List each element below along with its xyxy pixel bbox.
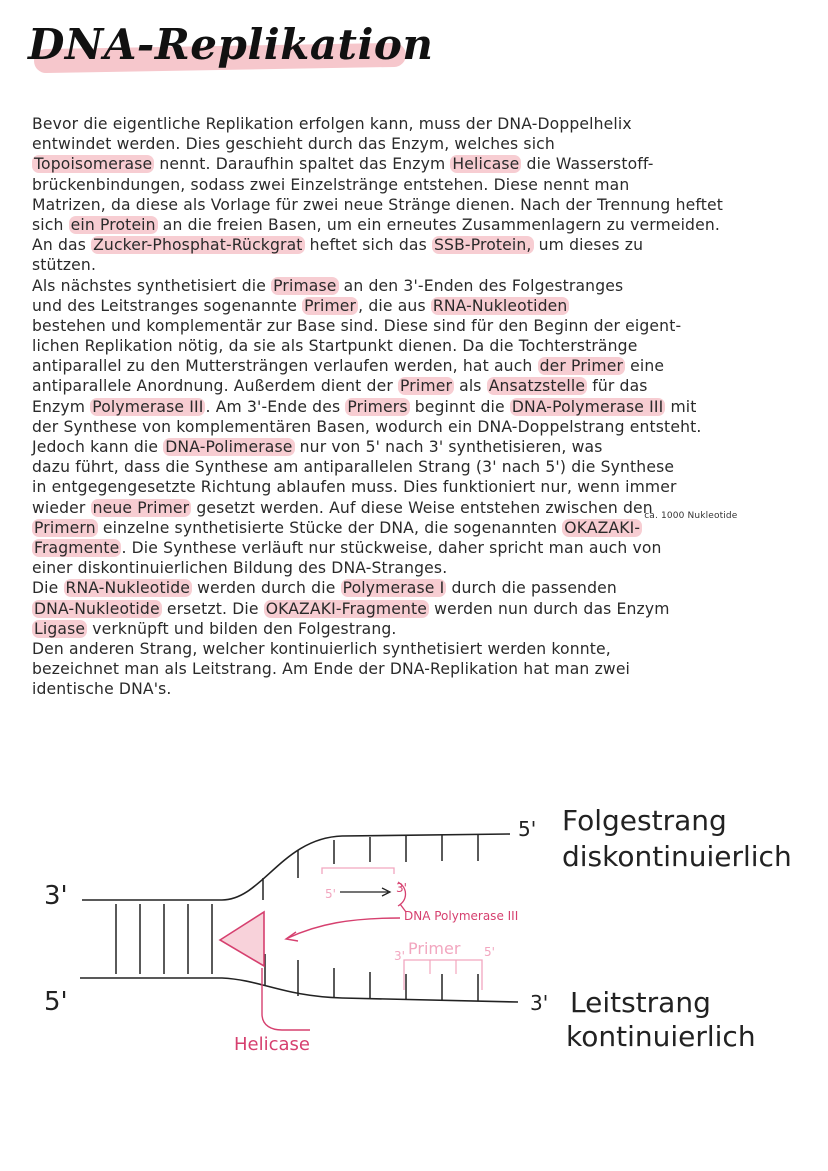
text-line (32, 639, 812, 659)
highlighted-term: Primase (273, 276, 337, 295)
left-top-3-label: 3' (44, 881, 68, 911)
text-segment: und des Leitstranges sogenannte (32, 296, 303, 315)
text-segment: ersetzt. Die (161, 599, 264, 618)
text-segment: antiparallel zu den Muttersträngen verlaufen werden, hat auch (32, 357, 538, 376)
text-segment: um dieses zu (533, 236, 644, 255)
text-segment: identische DNA's. (32, 680, 172, 699)
text-line (32, 175, 812, 195)
highlighted-term: Primers (347, 397, 408, 416)
top-right-5-label: 5' (518, 817, 537, 841)
okazaki-3-label: 3' (396, 881, 407, 895)
text-segment: Als nächstes synthetisiert die (32, 276, 272, 295)
text-line (32, 195, 812, 215)
text-segment: Den anderen Strang, welcher kontinuierlich synthetisiert werden konnte, (32, 639, 611, 658)
text-line (32, 255, 812, 275)
highlighted-term: Polymerase III (92, 397, 204, 416)
text-line (32, 235, 812, 255)
text-segment: als (454, 377, 487, 396)
text-line (32, 437, 812, 457)
highlighted-term: OKAZAKI-Fragmente (265, 599, 428, 618)
highlighted-term: Fragmente (34, 538, 120, 557)
text-segment: sich (32, 215, 69, 234)
text-segment: einer diskontinuierlichen Bildung des DNA-Stranges. (32, 559, 448, 578)
text-line (32, 619, 812, 639)
highlighted-term: Zucker-Phosphat-Rückgrat (93, 236, 303, 255)
helicase-label: Helicase (234, 1034, 310, 1055)
title-block (28, 20, 433, 69)
margin-note: ca. 1000 Nukleotide (644, 510, 738, 521)
text-line (32, 599, 812, 619)
text-segment: in entgegengesetzte Richtung ablaufen muss. Dies funktioniert nur, wenn immer (32, 478, 677, 497)
text-segment: stützen. (32, 256, 97, 275)
highlighted-term: Ansatzstelle (488, 377, 586, 396)
primer-ticks (430, 960, 456, 974)
text-segment: entwindet werden. Dies geschieht durch das Enzym, welches sich (32, 135, 555, 154)
text-line (32, 417, 812, 437)
highlighted-term: SSB-Protein, (433, 236, 532, 255)
folgestrang-label: Folgestrang (562, 804, 727, 837)
primer-5-label: 5' (484, 945, 495, 959)
dna-replication-diagram (0, 800, 828, 1130)
okazaki-5-label: 5' (325, 887, 336, 901)
primer-3-label: 3' (394, 949, 405, 963)
text-line (32, 134, 812, 154)
text-segment: lichen Replikation nötig, da sie als Startpunkt dienen. Da die Tochterstränge (32, 337, 638, 356)
highlighted-term: RNA-Nukleotide (65, 579, 191, 598)
text-line (32, 376, 812, 396)
text-segment: eine (625, 357, 665, 376)
text-line (32, 114, 812, 134)
text-segment: nur von 5' nach 3' synthetisieren, was (294, 438, 603, 456)
text-segment: gesetzt werden. Auf diese Weise entstehen zwischen den (191, 498, 653, 517)
primer-label: Primer (408, 939, 461, 958)
highlighted-term: neue Primer (92, 498, 190, 517)
text-segment: Jedoch kann die (32, 438, 164, 456)
text-segment: An das (32, 236, 92, 255)
left-bottom-5-label: 5' (44, 987, 68, 1017)
text-segment: beginnt die (409, 397, 510, 416)
bottom-strand-bases (265, 954, 478, 1001)
text-segment: einzelne synthetisierte Stücke der DNA, die sogenannten (97, 518, 563, 537)
text-line (32, 578, 812, 598)
highlighted-term: Primer (304, 296, 357, 315)
highlighted-term: ein Protein (70, 215, 156, 234)
text-line (32, 679, 812, 699)
text-line (32, 154, 812, 174)
highlighted-term: Topoisomerase (34, 155, 153, 174)
base-pairs (116, 904, 212, 974)
text-segment: werden nun durch das Enzym (429, 599, 670, 618)
kontinuierlich-label: kontinuierlich (566, 1020, 756, 1053)
highlighted-term: DNA-Polimerase (165, 438, 293, 456)
text-segment: werden durch die (192, 579, 341, 598)
text-segment: an den 3'-Enden des Folgestranges (338, 276, 624, 295)
highlighted-term: Polymerase I (342, 579, 445, 598)
text-segment: wieder (32, 498, 91, 517)
polymerase-triangle (220, 912, 264, 966)
diskontinuierlich-label: diskontinuierlich (562, 840, 792, 873)
text-segment: antiparallele Anordnung. Außerdem dient der (32, 377, 399, 396)
folgestrang-line (82, 834, 510, 900)
body-text (32, 114, 812, 699)
text-line (32, 356, 812, 376)
text-segment: der Synthese von komplementären Basen, wodurch ein DNA-Doppelstrang entsteht. (32, 417, 702, 436)
text-segment: heftet sich das (304, 236, 432, 255)
text-segment: bestehen und komplementär zur Base sind. Diese sind für den Beginn der eigent- (32, 316, 682, 335)
text-line (32, 336, 812, 356)
polymerase-label: DNA Polymerase III (404, 909, 519, 923)
okazaki-fragment-bracket (322, 868, 394, 874)
text-segment: dazu führt, dass die Synthese am antiparallelen Strang (3' nach 5') die Synthese (32, 458, 675, 477)
text-segment: die Wasserstoff- (521, 155, 654, 174)
highlighted-term: Ligase (34, 619, 86, 638)
leitstrang-label: Leitstrang (570, 986, 711, 1019)
highlighted-term: DNA-Polymerase III (511, 397, 664, 416)
text-segment: durch die passenden (446, 579, 617, 598)
text-segment: Enzym (32, 397, 91, 416)
text-line (32, 296, 812, 316)
highlighted-term: Helicase (452, 155, 520, 174)
highlighted-term: Primer (400, 377, 452, 396)
leitstrang-line (80, 978, 518, 1002)
text-segment: verknüpft und bilden den Folgestrang. (87, 619, 397, 638)
text-line (32, 510, 812, 538)
text-line (32, 538, 812, 558)
text-line (32, 457, 812, 477)
highlighted-term: OKAZAKI- (564, 518, 641, 537)
text-segment: nennt. Daraufhin spaltet das Enzym (154, 155, 451, 174)
text-segment: Die (32, 579, 64, 598)
primer-bracket (404, 960, 482, 990)
text-segment: mit (665, 397, 697, 416)
highlighted-term: RNA-Nukleotiden (432, 296, 568, 315)
text-line (32, 215, 812, 235)
text-segment: . Am 3'-Ende des (205, 397, 346, 416)
highlighted-term: DNA-Nukleotide (34, 599, 160, 618)
text-segment: Bevor die eigentliche Replikation erfolgen kann, muss der DNA-Doppelhelix (32, 115, 632, 133)
text-segment: bezeichnet man als Leitstrang. Am Ende der DNA-Replikation hat man zwei (32, 660, 631, 679)
text-segment: Matrizen, da diese als Vorlage für zwei neue Stränge dienen. Nach der Trennung heftet (32, 195, 723, 214)
text-line (32, 558, 812, 578)
text-line (32, 397, 812, 417)
polymerase-arrow (288, 918, 400, 938)
highlighted-term: der Primer (539, 357, 624, 376)
highlighted-term: Primern (34, 518, 96, 537)
text-line (32, 316, 812, 336)
text-segment: , die aus (358, 296, 431, 315)
text-segment: brückenbindungen, sodass zwei Einzelstränge entstehen. Diese nennt man (32, 175, 630, 194)
text-segment: . Die Synthese verläuft nur stückweise, daher spricht man auch von (121, 538, 662, 557)
page-title: DNA-Replikation (28, 20, 434, 69)
text-line (32, 659, 812, 679)
text-segment: für das (587, 377, 648, 396)
text-line (32, 477, 812, 497)
bottom-right-3-label: 3' (530, 991, 549, 1015)
text-line (32, 276, 812, 296)
helicase-pointer (262, 968, 310, 1030)
text-segment: an die freien Basen, um ein erneutes Zusammenlagern zu vermeiden. (157, 215, 720, 234)
